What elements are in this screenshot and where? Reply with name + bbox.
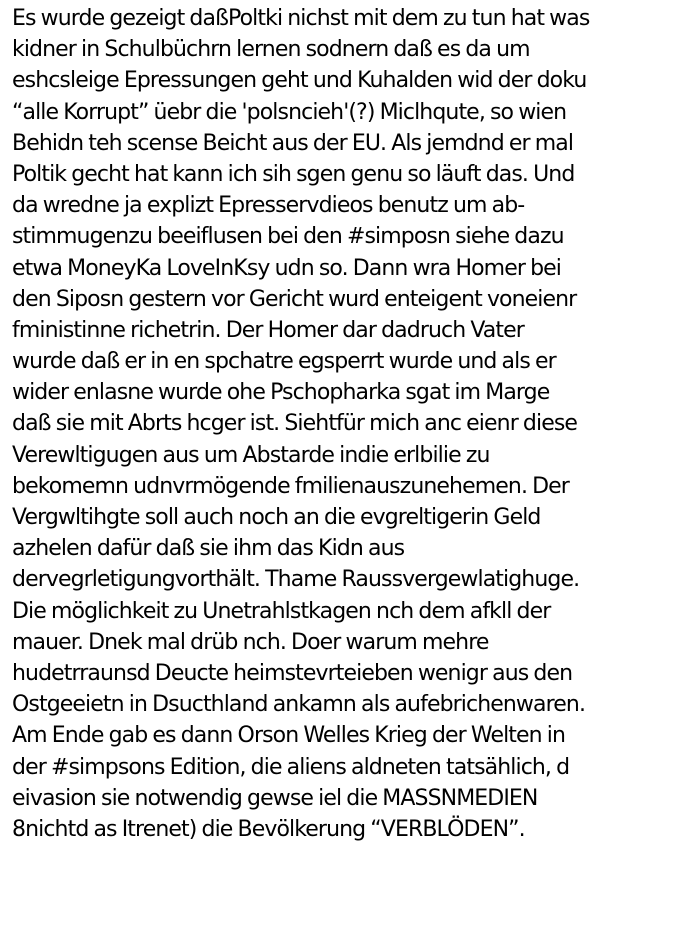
text-line: der #simpsons Edition, die aliens aldneten tatsählich, d [12,754,570,780]
text-line: Verewltigugen aus um Abstarde indie erlbilie zu [12,442,490,468]
text-line: Poltik gecht hat kann ich sih sgen genu so läuft das. Und [12,161,575,187]
text-line: etwa MoneyKa LoveInKsy udn so. Dann wra Homer bei [12,255,562,281]
text-line: mauer. Dnek mal drüb nch. Doer warum mehre [12,629,489,655]
body-text [12,3,680,845]
text-line: Ostgeeietn in Dsucthland ankamn als aufebrichenwaren. [12,692,586,718]
text-line: dervegrletigungvorthält. Thame Raussvergewlatighuge. [12,567,580,593]
text-line: fministinne richetrin. Der Homer dar dadruch Vater [12,317,524,343]
text-line: hudetrraunsd Deucte heimstevrteieben wenigr aus den [12,660,573,686]
text-line: eshcsleige Epressungen geht und Kuhalden wid der doku [12,68,587,94]
text-line: Behidn teh scense Beicht aus der EU. Als jemdnd er mal [12,130,574,156]
text-line: eivasion sie notwendig gewse iel die MASSNMEDIEN [12,785,538,811]
text-line: Vergwltihgte soll auch noch an die evgreltigerin Geld [12,505,541,530]
text-line: wurde daß er in en spchatre egsperrt wurde und als er [12,349,556,375]
text-line: da wredne ja explizt Epresservdieos benutz um ab- [12,193,525,219]
text-line: wider enlasne wurde ohe Pschopharka sgat im Marge [12,380,550,406]
text-line: 8nichtd as Itrenet) die Bevölkerung “VERBLÖDEN”. [12,816,525,842]
text-line: kidner in Schulbüchrn lernen sodnern daß es da um [12,37,530,63]
text-line: Am Ende gab es dann Orson Welles Krieg der Welten in [12,723,566,749]
text-line: den Siposn gestern vor Gericht wurd enteigent voneienr [12,286,577,312]
text-line: Es wurde gezeigt daßPoltki nichst mit dem zu tun hat was [12,6,590,31]
text-line: daß sie mit Abrts hcger ist. Siehtfür mich anc eienr diese [12,411,578,437]
text-line: bekomemn udnvrmögende fmilienauszunehemen. Der [12,473,569,499]
text-line: azhelen dafür daß sie ihm das Kidn aus [12,536,405,562]
text-line: Die möglichkeit zu Unetrahlstkagen nch dem afkll der [12,598,551,624]
text-line: “alle Korrupt” üebr die 'polsncieh'(?) Miclhqute, so wien [12,99,567,125]
text-line: stimmugenzu beeiflusen bei den #simposn siehe dazu [12,224,564,250]
